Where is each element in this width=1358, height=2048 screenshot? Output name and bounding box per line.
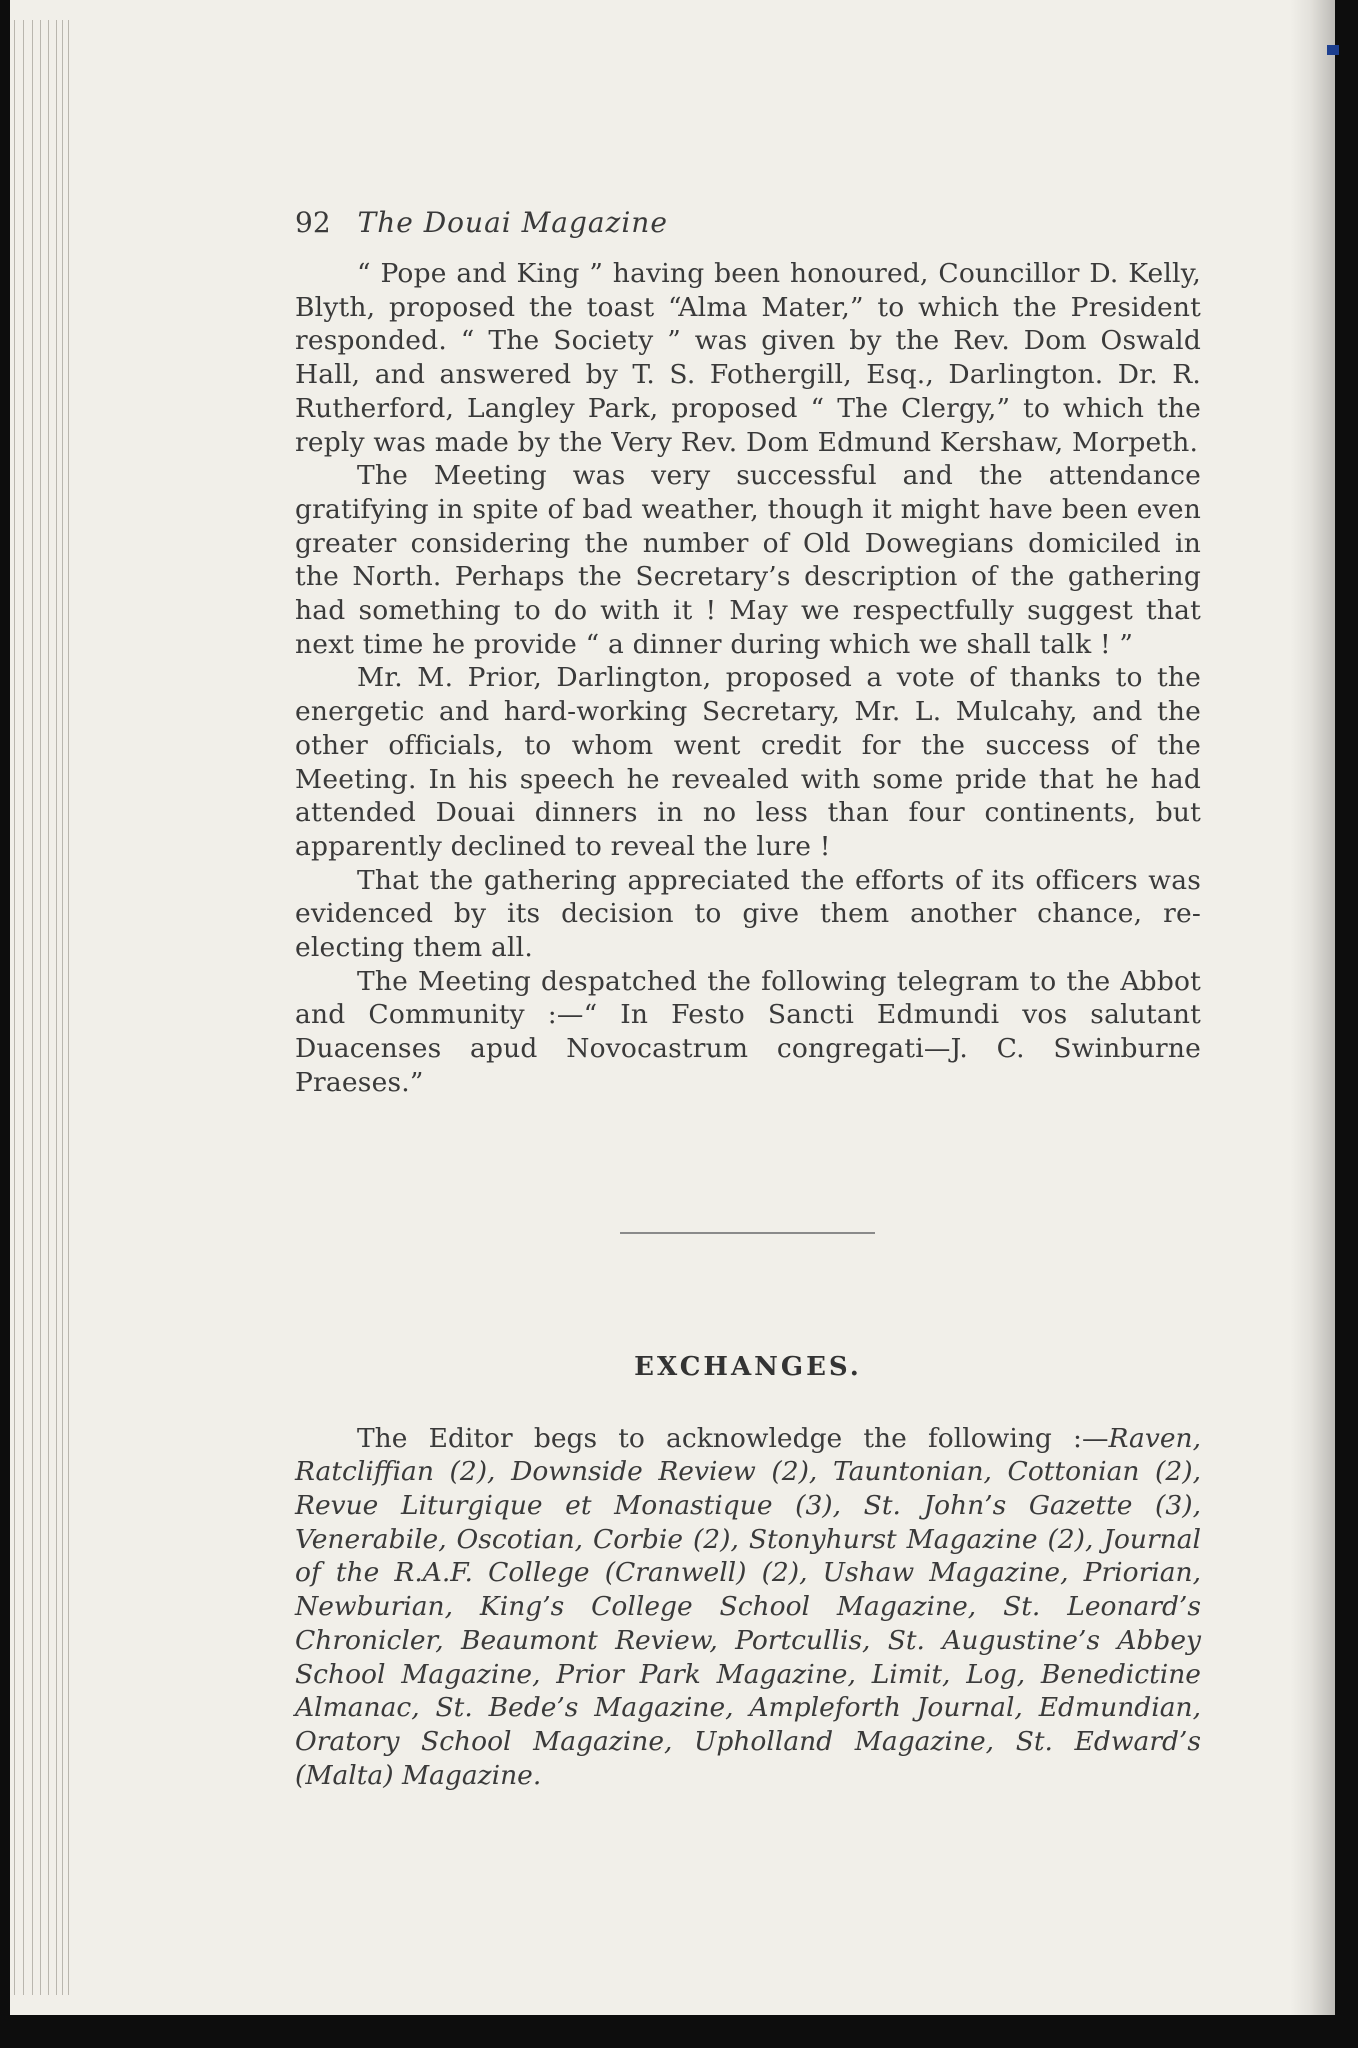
- paragraph-telegram: The Meeting despatched the following telegram to the Abbot and Community :—“ In Festo Sancti Edmundi vos salutant Duacenses apud Novocastrum congregati—J. C. Swinburne Praeses.”: [295, 965, 1201, 1098]
- paragraph-vote-of-thanks: Mr. M. Prior, Darlington, proposed a vote of thanks to the energetic and hard-working Secretary, Mr. L. Mulcahy, and the other officials, to whom went credit for the success of the Meeting. In his speech he revealed with some pride that he had attended Douai dinners in no less than four continents, but apparently declined to reveal the lure !: [295, 662, 1201, 862]
- paragraph-meeting: The Meeting was very successful and the attendance gratifying in spite of bad weather, though it might have been even greater considering the number of Old Dowegians domiciled in the North. Perhaps the Secretary’s description of the gathering had something to do with it ! May we respectfully suggest that next time he provide “ a dinner during which we shall talk ! ”: [295, 460, 1201, 660]
- page-edges: [10, 20, 90, 1995]
- binding-gutter: [1290, 0, 1335, 2015]
- paragraph-toasts: “ Pope and King ” having been honoured, Councillor D. Kelly, Blyth, proposed the toast “Alma Mater,” to which the President responded. “ The Society ” was given by the Rev. Dom Oswald Hall, and answered by T. S. Fothergill, Esq., Darlington. Dr. R. Rutherford, Langley Park, proposed “ The Clergy,” to which the reply was made by the Very Rev. Dom Edmund Kershaw, Morpeth.: [295, 258, 1201, 458]
- binding-mark: [1327, 45, 1339, 55]
- running-header: [295, 205, 1201, 241]
- exchanges-intro: The Editor begs to acknowledge the following :—: [357, 1422, 1109, 1454]
- page-number: 92: [295, 206, 331, 239]
- exchanges-heading: EXCHANGES.: [634, 1351, 862, 1382]
- exchanges-paragraph: [295, 1422, 1201, 1793]
- paragraph-re-election: That the gathering appreciated the efforts of its officers was evidenced by its decision to give them another chance, re-electing them all.: [295, 864, 1201, 964]
- page-content: [295, 205, 1201, 1792]
- running-title: The Douai Magazine: [357, 206, 668, 239]
- book-page: [10, 0, 1335, 2015]
- section-divider: [620, 1232, 875, 1234]
- exchanges-list: Raven, Ratcliffian (2), Downside Review (2), Tauntonian, Cottonian (2), Revue Liturgique et Monastique (3), St. John’s Gazette (3), Venerabile, Oscotian, Corbie (2), Stonyhurst Magazine (2), Journal of the R.A.F. College (Cranwell) (2), Ushaw Magazine, Priorian, Newburian, King’s College School Magazine, St. Leonard’s Chronicler, Beaumont Review, Portcullis, St. Augustine’s Abbey School Magazine, Prior Park Magazine, Limit, Log, Benedictine Almanac, St. Bede’s Magazine, Ampleforth Journal, Edmundian, Oratory School Magazine, Upholland Magazine, St. Edward’s (Malta) Magazine.: [295, 1422, 1201, 1791]
